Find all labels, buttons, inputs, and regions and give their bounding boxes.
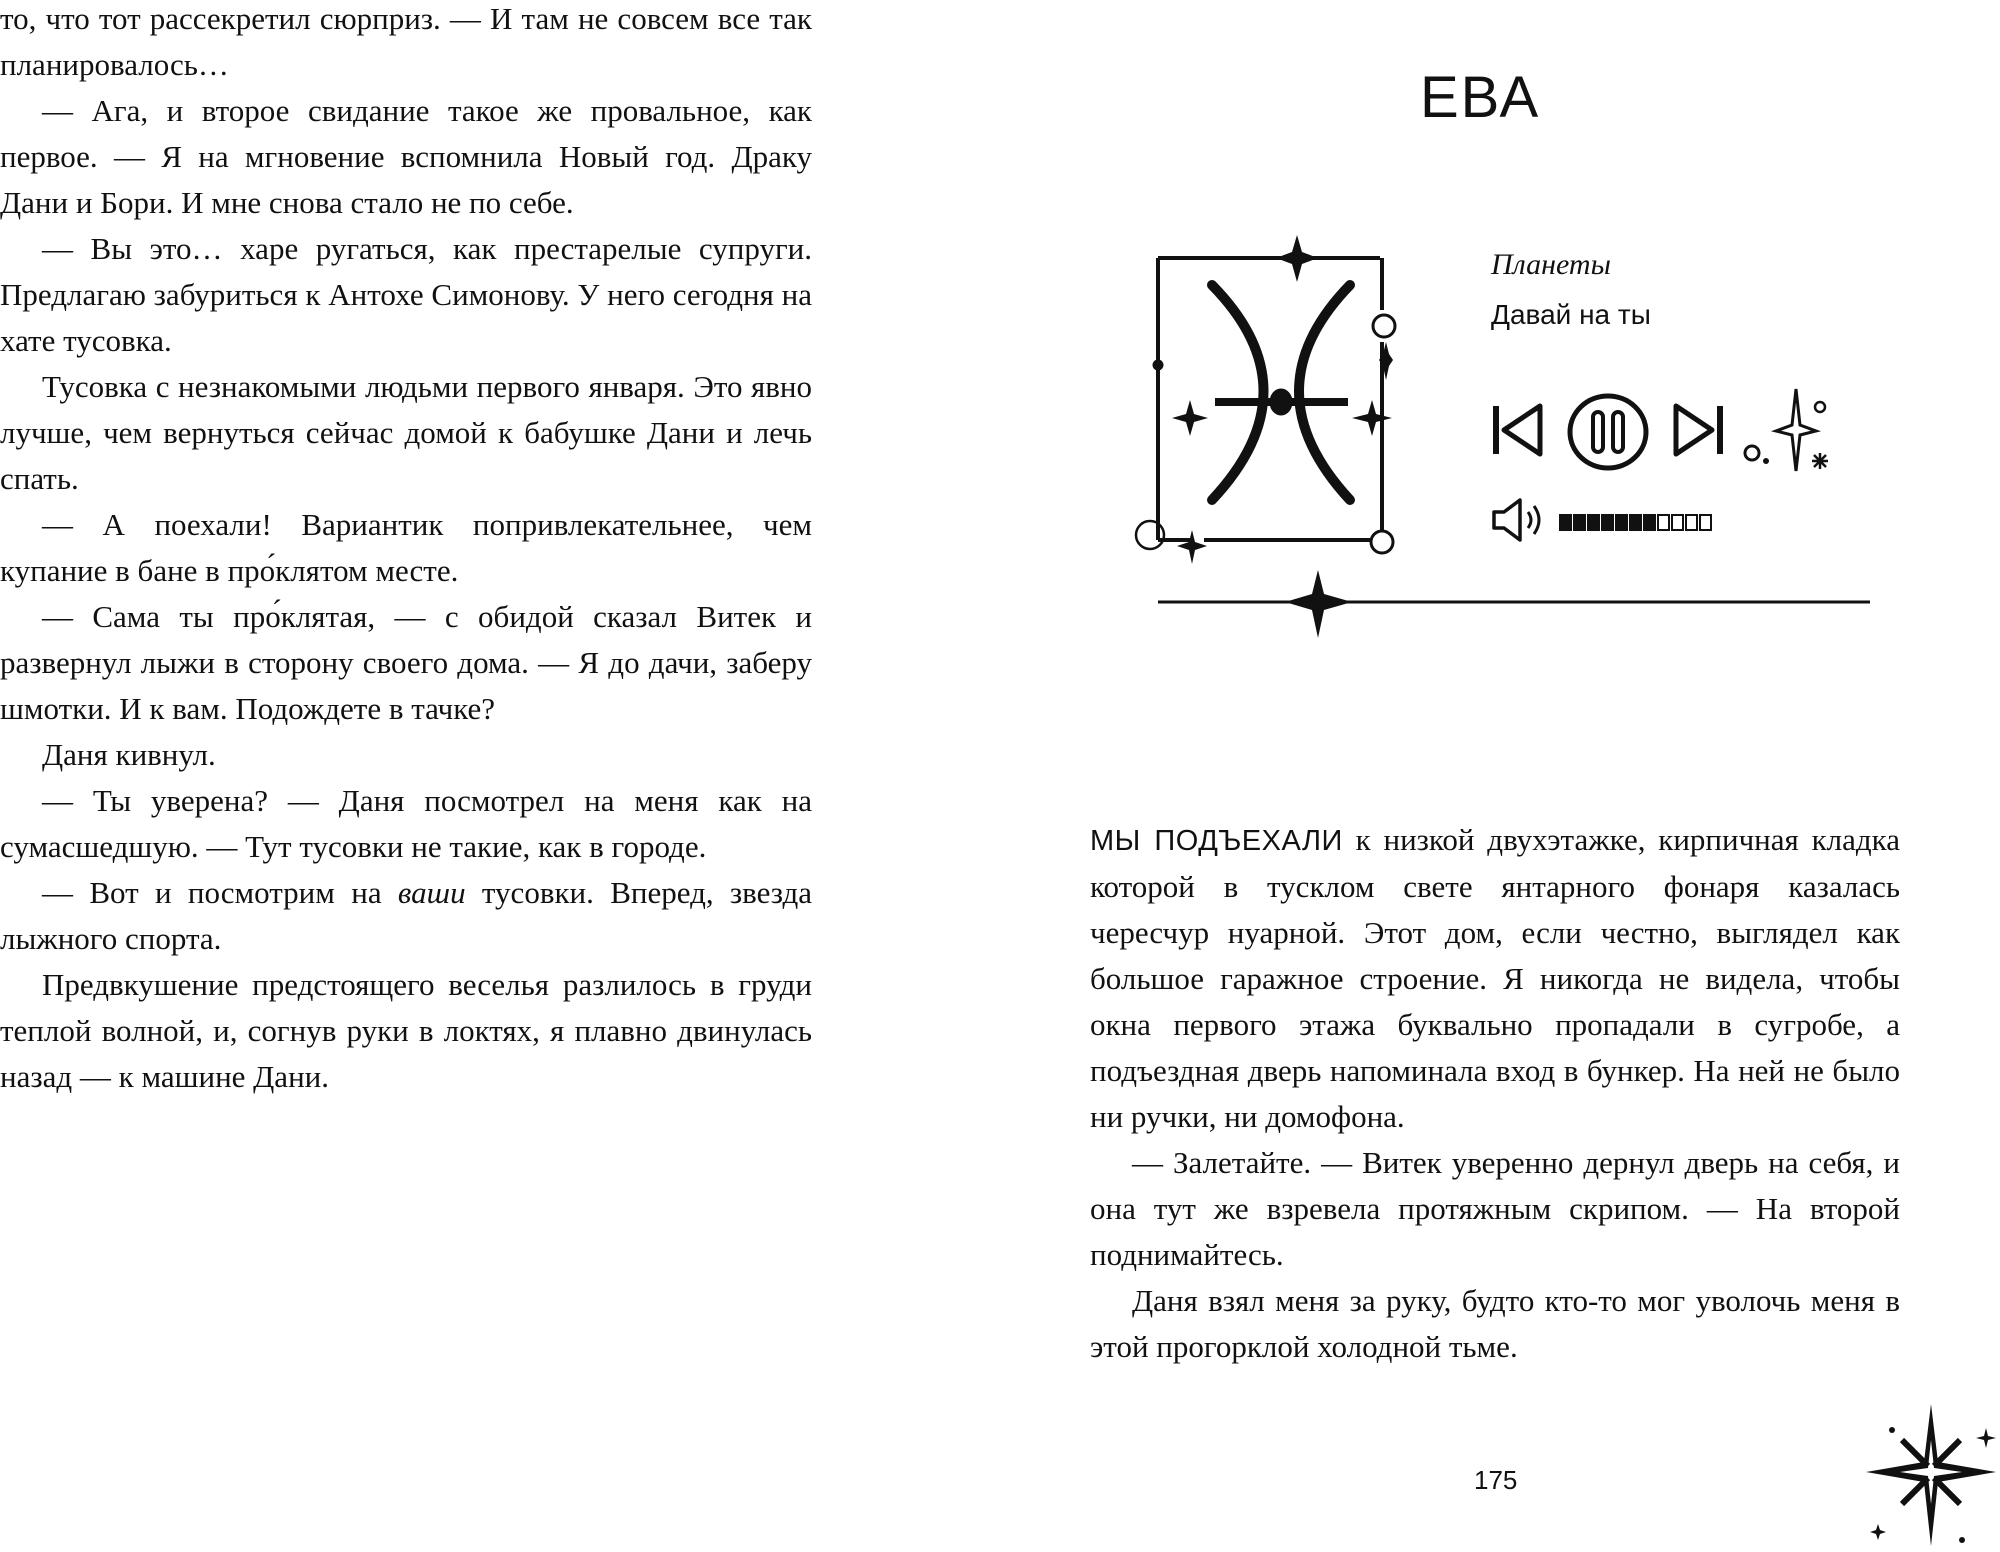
paragraph: — Сама ты про́клятая, — с обидой сказал Витек и развернул лыжи в сторону своего дома. — Я до дачи, заберу шмотки. И к вам. Подождете в тачке? bbox=[0, 599, 812, 726]
volume-segment bbox=[1574, 515, 1585, 530]
volume-segment bbox=[1658, 515, 1669, 530]
paragraph: Даня взял меня за руку, будто кто-то мог уволочь меня в этой прогорклой холодной тьме. bbox=[1090, 1283, 1900, 1364]
star-ornament-icon bbox=[1862, 1400, 2000, 1550]
sparkle-icon bbox=[1740, 385, 1836, 481]
paragraph: Тусовка с незнакомыми людьми первого января. Это явно лучше, чем вернуться сейчас домой к бабушке Дани и лечь спать. bbox=[0, 369, 812, 496]
volume-slider[interactable] bbox=[1558, 512, 1718, 534]
chapter-title: ЕВА bbox=[1420, 65, 1541, 130]
paragraph: — А поехали! Вариантик попривлекательнее, чем купание в бане в про́клятом месте. bbox=[0, 507, 812, 588]
paragraph-text: к низкой двухэтажке, кирпичная кладка которой в тусклом свете янтарного фонаря казалась чересчур нуарной. Этот дом, если честно, выглядел как большое гаражное строение. Я никогда не видела, чтобы окна первого этажа буквально пропадали в сугробе, а подъездная дверь напоминала вход в бункер. На ней не было ни ручки, ни домофона. bbox=[1090, 822, 1900, 1134]
volume-segment bbox=[1700, 515, 1711, 530]
volume-segment bbox=[1602, 515, 1613, 530]
volume-segment bbox=[1686, 515, 1697, 530]
volume-icon[interactable] bbox=[1490, 496, 1550, 544]
paragraph: — Ага, и второе свидание такое же провальное, как первое. — Я на мгновение вспомнила Новый год. Драку Дани и Бори. И мне снова стало не по себе. bbox=[0, 93, 812, 220]
emphasis-text: ваши bbox=[397, 875, 466, 910]
volume-segment bbox=[1616, 515, 1627, 530]
pause-icon[interactable] bbox=[1566, 392, 1650, 472]
track-artist: Планеты bbox=[1491, 248, 1611, 281]
pisces-zodiac-icon bbox=[1136, 258, 1395, 553]
paragraph: — Ты уверена? — Даня посмотрел на меня как на сумасшедшую. — Тут тусовки не такие, как в городе. bbox=[0, 783, 812, 864]
volume-segment bbox=[1588, 515, 1599, 530]
paragraph-text: — Вот и посмотрим на bbox=[42, 875, 398, 910]
paragraph: то, что тот рассекретил сюрприз. — И там не совсем все так планировалось… bbox=[0, 1, 812, 82]
prev-icon[interactable] bbox=[1490, 398, 1550, 462]
paragraph-text: тусовки. Вперед, звезда лыжного спорта. bbox=[0, 875, 812, 956]
volume-segment bbox=[1560, 515, 1571, 530]
left-page-text bbox=[0, 0, 812, 1100]
page-number: 175 bbox=[1474, 1465, 1518, 1495]
lead-caps: МЫ ПОДЪЕХАЛИ bbox=[1090, 825, 1343, 857]
paragraph bbox=[0, 870, 812, 962]
sparkle-icon bbox=[1172, 235, 1393, 638]
paragraph bbox=[1090, 817, 1900, 1140]
next-icon[interactable] bbox=[1668, 398, 1728, 462]
paragraph: Даня кивнул. bbox=[42, 737, 216, 772]
paragraph: — Залетайте. — Витек уверенно дернул дверь на себя, и она тут же взревела протяжным скрипом. — На второй поднимайтесь. bbox=[1090, 1145, 1900, 1272]
track-title: Давай на ты bbox=[1491, 299, 1651, 330]
paragraph: — Вы это… харе ругаться, как престарелые супруги. Предлагаю забуриться к Антохе Симонову. У него сегодня на хате тусовка. bbox=[0, 231, 812, 358]
volume-segment bbox=[1672, 515, 1683, 530]
right-page-text bbox=[1090, 817, 1900, 1370]
volume-segment bbox=[1630, 515, 1641, 530]
paragraph: Предвкушение предстоящего веселья разлилось в груди теплой волной, и, согнув руки в локтях, я плавно двинулась назад — к машине Дани. bbox=[0, 967, 812, 1094]
volume-segment bbox=[1644, 515, 1655, 530]
